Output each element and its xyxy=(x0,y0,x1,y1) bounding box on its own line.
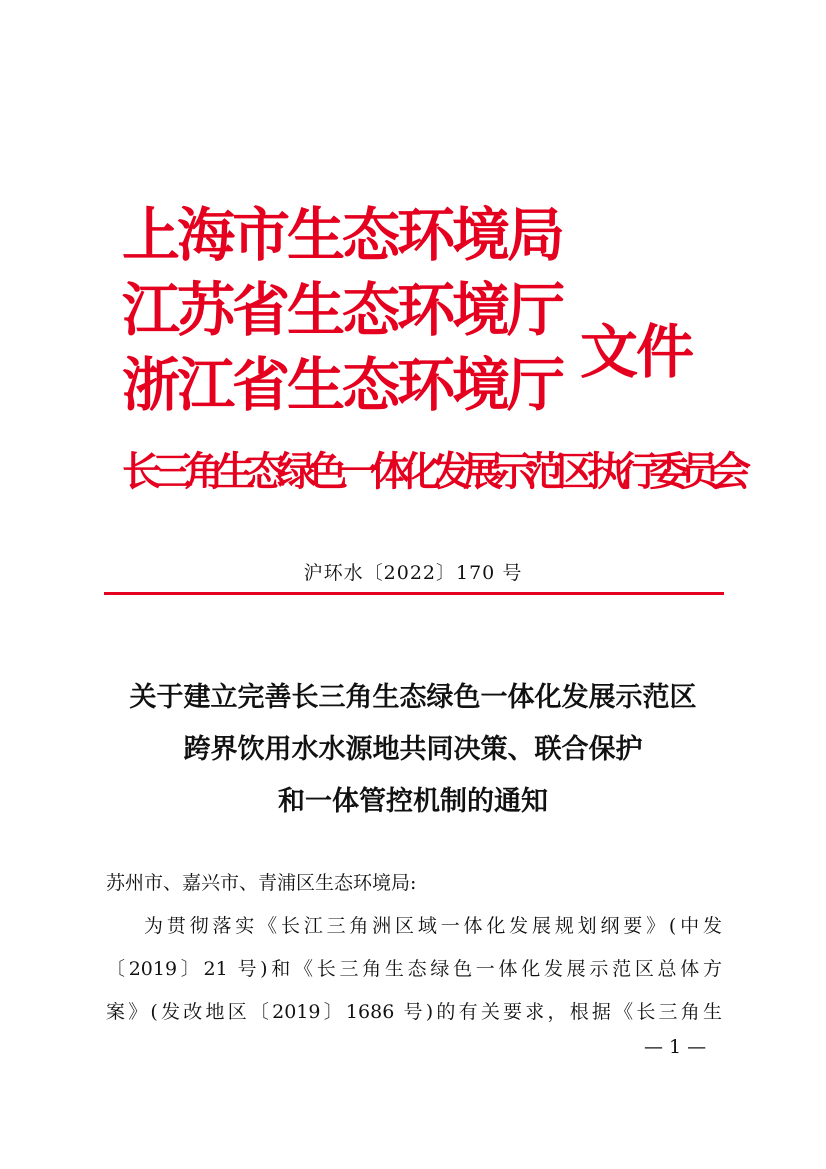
body-line-2: 〔2019〕21 号)和《长三角生态绿色一体化发展示范区总体方 xyxy=(106,958,722,980)
title-line-1: 关于建立完善长三角生态绿色一体化发展示范区 xyxy=(129,682,697,713)
title-line-2: 跨界饮用水水源地共同决策、联合保护 xyxy=(183,734,643,765)
issuer-committee: 长三角生态绿色一体化发展示范区执行委员会 xyxy=(122,449,742,495)
title-line-3: 和一体管控机制的通知 xyxy=(278,786,548,817)
page-number: — 1 — xyxy=(644,1036,707,1058)
issuer-jiangsu: 江苏省生态环境厅 xyxy=(122,276,566,344)
document-title xyxy=(60,672,766,828)
body-line-1: 为贯彻落实《长江三角洲区域一体化发展规划纲要》(中发 xyxy=(144,915,722,937)
body-text xyxy=(106,862,722,1034)
addressee: 苏州市、嘉兴市、青浦区生态环境局: xyxy=(106,872,417,894)
document-word: 文件 xyxy=(580,318,693,386)
issuer-zhejiang: 浙江省生态环境厅 xyxy=(122,351,566,419)
issuer-shanghai: 上海市生态环境局 xyxy=(122,201,566,269)
document-number: 沪环水〔2022〕170 号 xyxy=(303,562,523,584)
red-divider xyxy=(104,592,724,595)
issuer-block xyxy=(122,198,572,423)
body-line-3: 案》(发改地区〔2019〕1686 号)的有关要求，根据《长三角生 xyxy=(106,1001,722,1023)
